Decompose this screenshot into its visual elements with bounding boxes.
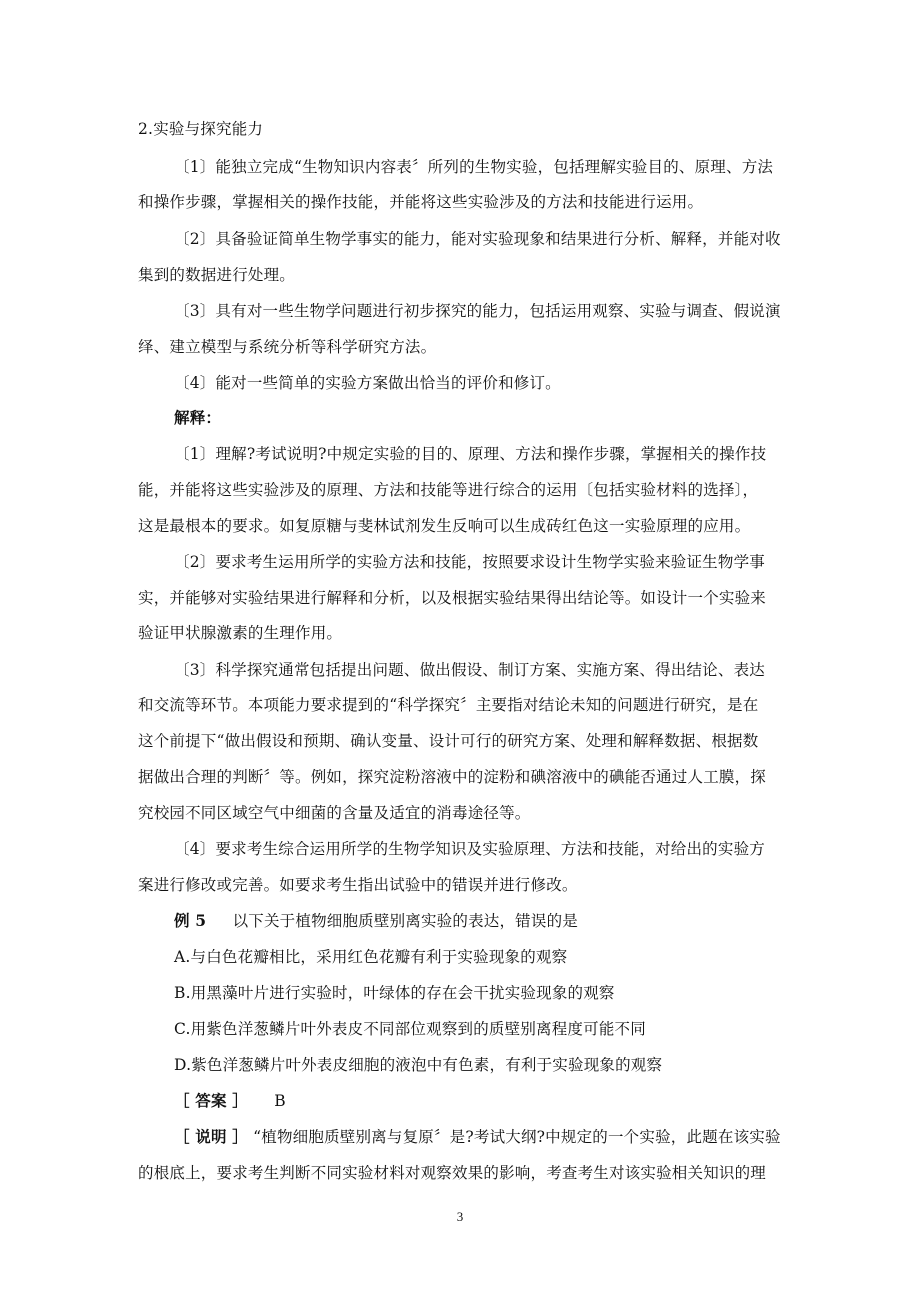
example-question: 以下关于植物细胞质壁别离实验的表达，错误的是 xyxy=(232,912,578,930)
answer-row xyxy=(174,1091,286,1111)
requirement-1-line-1: 〔1〕能独立完成“生物知识内容表〞所列的生物实验，包括理解实验目的、原理、方法 xyxy=(174,158,774,176)
explanation-3-line-4: 据做出合理的判断〞等。例如，探究淀粉溶液中的淀粉和碘溶液中的碘能否通过人工膜，探 xyxy=(138,768,767,786)
requirement-4-line-1: 〔4〕能对一些简单的实验方案做出恰当的评价和修订。 xyxy=(174,374,561,392)
example-label: 例 5 xyxy=(174,911,207,930)
option-d: D.紫色洋葱鳞片叶外表皮细胞的液泡中有色素，有利于实验现象的观察 xyxy=(174,1056,663,1074)
note-label: ［ 说明 ］ xyxy=(174,1127,248,1146)
explanation-3-line-3: 这个前提下“做出假设和预期、确认变量、设计可行的研究方案、处理和解释数据、根据数 xyxy=(138,732,759,750)
option-b: B.用黑藻叶片进行实验时，叶绿体的存在会干扰实验现象的观察 xyxy=(174,984,615,1002)
explanation-3-line-1: 〔3〕科学探究通常包括提出问题、做出假设、制订方案、实施方案、得出结论、表达 xyxy=(174,661,765,679)
example-question-row xyxy=(174,911,578,931)
explanation-4-line-1: 〔4〕要求考生综合运用所学的生物学知识及实验原理、方法和技能，对给出的实验方 xyxy=(174,840,765,858)
explanation-1-line-2: 能，并能将这些实验涉及的原理、方法和技能等进行综合的运用〔包括实验材料的选择〕， xyxy=(138,481,759,499)
answer-value: B xyxy=(274,1092,286,1110)
explanation-4-line-2: 案进行修改或完善。如要求考生指出试验中的错误并进行修改。 xyxy=(138,876,578,894)
note-line-1: “植物细胞质壁别离与复原〞是?考试大纲?中规定的一个实验，此题在该实验 xyxy=(253,1128,781,1146)
explanation-2-line-3: 验证甲状腺激素的生理作用。 xyxy=(138,624,343,642)
explanation-1-line-3: 这是最根本的要求。如复原糖与斐林试剂发生反响可以生成砖红色这一实验原理的应用。 xyxy=(138,517,751,535)
explanation-heading: 解释： xyxy=(174,408,222,427)
requirement-2-line-2: 集到的数据进行处理。 xyxy=(138,266,296,284)
option-c: C.用紫色洋葱鳞片叶外表皮不同部位观察到的质壁别离程度可能不同 xyxy=(174,1020,646,1038)
note-line-2: 的根底上，要求考生判断不同实验材料对观察效果的影响，考查考生对该实验相关知识的理 xyxy=(138,1164,767,1182)
page-number: 3 xyxy=(456,1209,464,1224)
requirement-2-line-1: 〔2〕具备验证简单生物学事实的能力，能对实验现象和结果进行分析、解释，并能对收 xyxy=(174,230,781,248)
requirement-1-line-2: 和操作步骤，掌握相关的操作技能，并能将这些实验涉及的方法和技能进行运用。 xyxy=(138,193,704,211)
requirement-3-line-2: 绎、建立模型与系统分析等科学研究方法。 xyxy=(138,338,437,356)
explanation-2-line-2: 实，并能够对实验结果进行解释和分析，以及根据实验结果得出结论等。如设计一个实验来 xyxy=(138,589,767,607)
requirement-3-line-1: 〔3〕具有对一些生物学问题进行初步探究的能力，包括运用观察、实验与调查、假说演 xyxy=(174,302,781,320)
note-row xyxy=(174,1127,781,1147)
explanation-2-line-1: 〔2〕要求考生运用所学的实验方法和技能，按照要求设计生物学实验来验证生物学事 xyxy=(174,553,765,571)
explanation-3-line-5: 究校园不同区域空气中细菌的含量及适宜的消毒途径等。 xyxy=(138,804,531,822)
answer-label: ［ 答案 ］ xyxy=(174,1091,248,1110)
explanation-3-line-2: 和交流等环节。本项能力要求提到的“科学探究〞主要指对结论未知的问题进行研究，是在 xyxy=(138,696,759,714)
option-a: A.与白色花瓣相比，采用红色花瓣有利于实验现象的观察 xyxy=(174,948,568,966)
explanation-1-line-1: 〔1〕理解?考试说明?中规定实验的目的、原理、方法和操作步骤，掌握相关的操作技 xyxy=(174,445,767,463)
section-heading: 2.实验与探究能力 xyxy=(138,120,264,138)
